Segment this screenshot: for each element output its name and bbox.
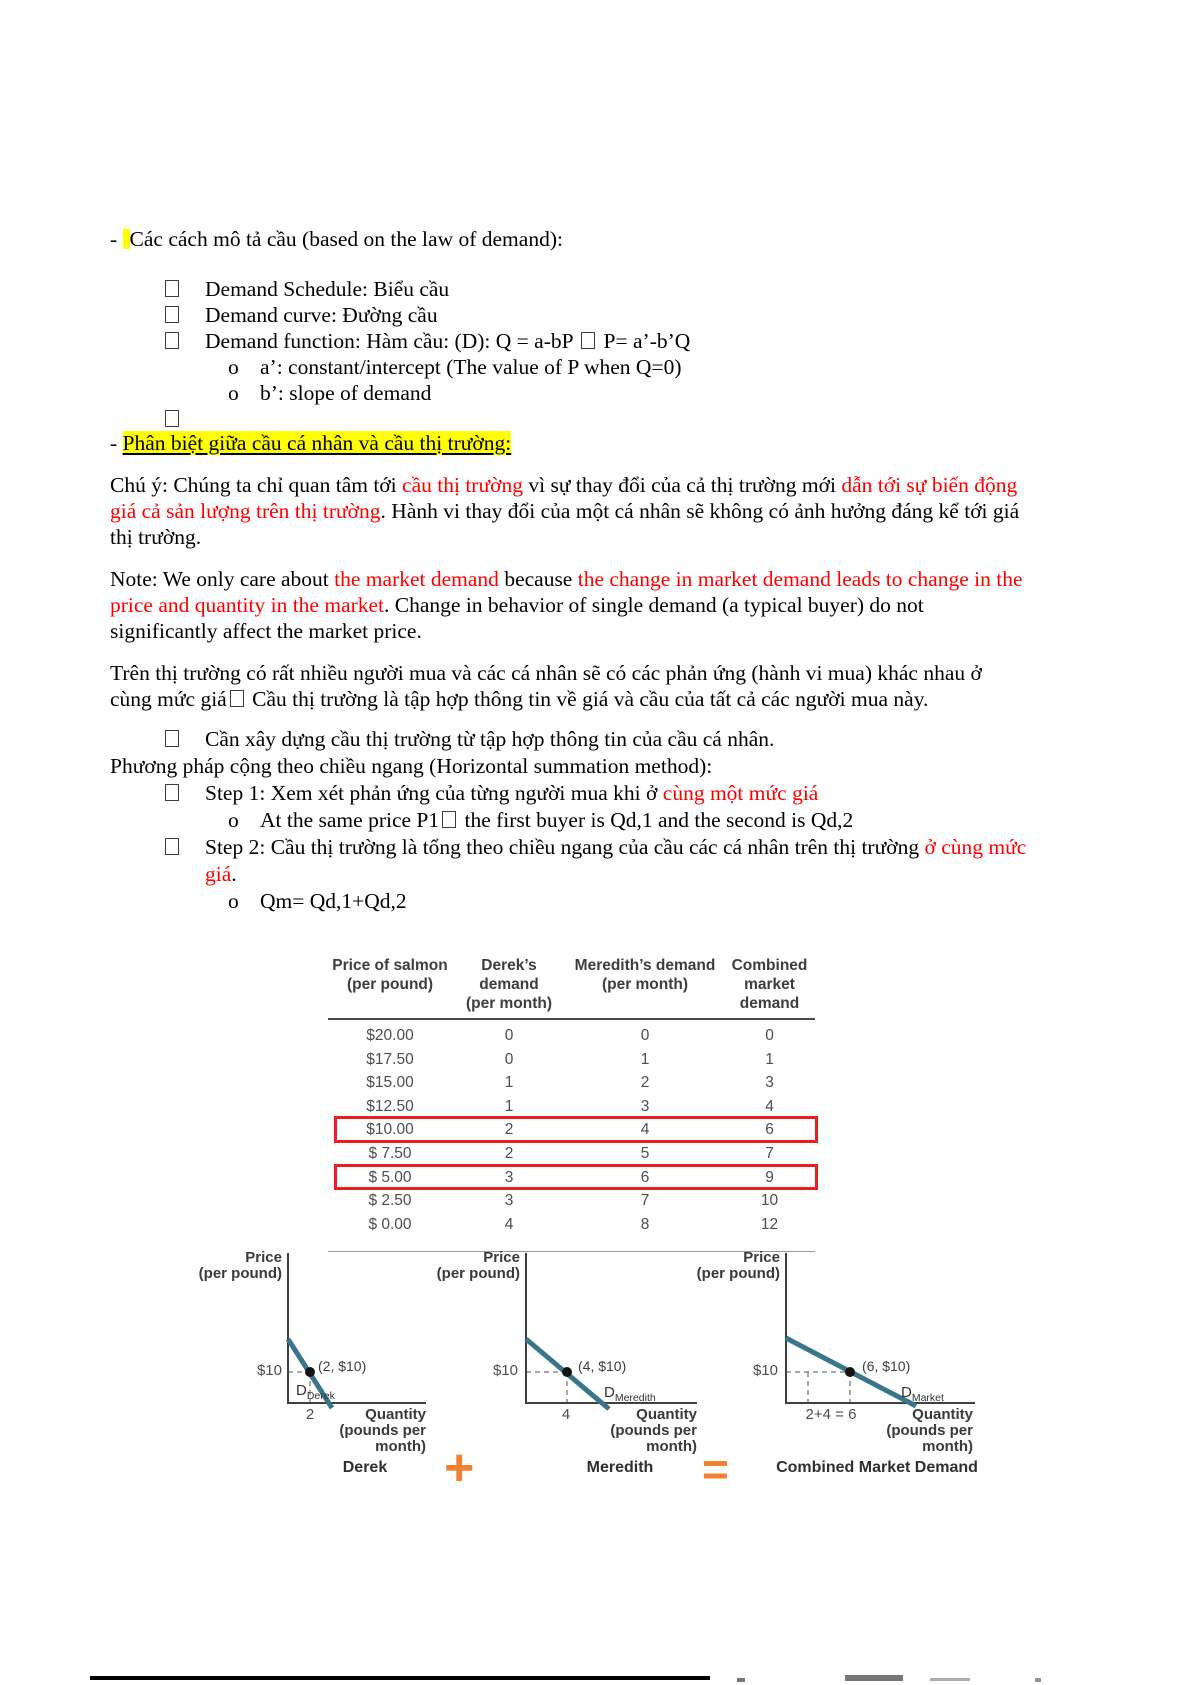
col-header-derek: Derek’s demand (per month) xyxy=(465,957,553,1012)
panel-name: Meredith xyxy=(586,1459,654,1476)
table-cell: $20.00 xyxy=(366,1027,414,1044)
x-tick-label: 2 xyxy=(305,1406,315,1423)
table-header-row xyxy=(328,956,815,1020)
method-section xyxy=(110,726,1090,915)
bullet-text: Demand curve: Đường cầu xyxy=(205,303,438,327)
table-cell: 2 xyxy=(504,1144,514,1162)
table-cell: $12.50 xyxy=(366,1097,414,1115)
heading-individual-vs-market xyxy=(110,430,1090,456)
cutoff-divider-bar xyxy=(90,1676,710,1680)
table-cell: 1 xyxy=(640,1050,650,1068)
missing-glyph-icon xyxy=(230,690,244,707)
table-cell: 7 xyxy=(640,1192,650,1210)
bullet-text: Cần xây dựng cầu thị trường từ tập hợp thông tin của cầu cá nhân. xyxy=(205,727,775,751)
curve-label: $D_{Meredith}$ xyxy=(604,1384,656,1404)
table-row xyxy=(328,1024,815,1048)
table-cell: 0 xyxy=(504,1027,514,1044)
table-cell: $ 7.50 xyxy=(368,1144,412,1162)
x-axis-label: Quantity (pounds per month) xyxy=(610,1406,697,1455)
table-body xyxy=(328,1020,815,1236)
missing-glyph-bullet-icon xyxy=(165,410,179,427)
col-header-price: Price of salmon (per pound) xyxy=(332,957,448,993)
subbullet-same-price xyxy=(110,807,1090,834)
table-cell: $ 0.00 xyxy=(368,1215,412,1233)
y-axis-label: Price (per pound) xyxy=(198,1249,282,1282)
curve-label: $D_{Market}$ xyxy=(901,1384,944,1404)
document-text xyxy=(110,226,1090,915)
bullet-demand-function xyxy=(110,328,1090,354)
table-cell: 10 xyxy=(760,1192,779,1210)
table-cell: 12 xyxy=(760,1215,779,1233)
cutoff-next-page-fragment xyxy=(1035,1678,1041,1682)
cutoff-next-page-fragment xyxy=(737,1678,745,1682)
table-cell: 3 xyxy=(504,1168,514,1186)
table-cell: 4 xyxy=(504,1215,514,1233)
table-cell: 4 xyxy=(640,1121,650,1139)
table-cell: $ 5.00 xyxy=(368,1168,412,1186)
missing-glyph-icon xyxy=(442,811,456,828)
table-cell: $ 2.50 xyxy=(368,1192,412,1210)
bullet-text: Demand function: Hàm cầu: (D): Q = a-bP P= a’-b’Q xyxy=(205,329,691,353)
subbullet-slope xyxy=(110,380,1090,406)
missing-glyph-icon xyxy=(581,332,595,349)
col-header-meredith: Meredith’s demand (per month) xyxy=(574,957,716,993)
bullet-step2 xyxy=(110,834,1090,861)
demand-bullet-list xyxy=(110,276,1090,406)
price-tick-label: $10 xyxy=(492,1362,518,1379)
missing-glyph-bullet-icon xyxy=(165,332,179,349)
table-cell: 0 xyxy=(640,1027,650,1044)
table-row xyxy=(328,1118,815,1142)
subbullet-qm xyxy=(110,888,1090,915)
curve-label: $D_{Derek}$ xyxy=(296,1382,335,1402)
y-axis-label: Price (per pound) xyxy=(696,1249,780,1282)
bullet-step1 xyxy=(110,780,1090,807)
point-label: (6, $10) xyxy=(862,1358,911,1374)
sub-bullet-text: At the same price P1 the first buyer is Qd,1 and the second is Qd,2 xyxy=(260,808,854,832)
line-text: Phương pháp cộng theo chiều ngang (Horizontal summation method): xyxy=(110,754,713,778)
sub-bullet-text: b’: slope of demand xyxy=(260,381,432,405)
table-cell: 9 xyxy=(765,1168,774,1186)
table-cell: $10.00 xyxy=(366,1121,414,1139)
bullet-text: Step 1: Xem xét phản ứng của từng người mua khi ở cùng một mức giá xyxy=(205,781,819,805)
table-row xyxy=(328,1213,815,1237)
x-axis-label: Quantity (pounds per month) xyxy=(339,1406,426,1455)
panel-name: Combined Market Demand xyxy=(776,1459,978,1476)
table-cell: 0 xyxy=(504,1050,514,1068)
bullet-can-xay-dung xyxy=(110,726,1090,753)
subbullet-intercept xyxy=(110,354,1090,380)
table-cell: 3 xyxy=(504,1192,514,1210)
table-cell: 1 xyxy=(765,1050,774,1068)
step2-continuation xyxy=(110,861,1090,888)
highlighted-heading-text: Phân biệt giữa cầu cá nhân và cầu thị trường: xyxy=(122,431,512,455)
panel-name: Derek xyxy=(342,1459,388,1476)
point-label: (4, $10) xyxy=(578,1358,627,1374)
table-cell: 2 xyxy=(504,1121,514,1139)
line-text: giá. xyxy=(205,862,237,886)
heading-dash: - xyxy=(110,227,123,251)
y-axis-label: Price (per pound) xyxy=(436,1249,520,1282)
price-tick-label: $10 xyxy=(752,1362,778,1379)
sub-bullet-marker: o xyxy=(228,381,239,405)
table-row xyxy=(328,1095,815,1119)
sub-bullet-text: Qm= Qd,1+Qd,2 xyxy=(260,889,407,913)
table-row xyxy=(328,1189,815,1213)
bullet-text: Demand Schedule: Biểu cầu xyxy=(205,277,450,301)
table-cell: 3 xyxy=(765,1074,774,1092)
table-cell: $15.00 xyxy=(366,1074,414,1092)
col-header-combined: Combined market demand xyxy=(731,957,808,1012)
chart-derek xyxy=(180,1248,428,1488)
table-cell: 1 xyxy=(504,1097,514,1115)
x-tick-label: 4 xyxy=(561,1406,571,1423)
equals-operator: = xyxy=(702,1443,729,1495)
price-tick-label: $10 xyxy=(256,1362,282,1379)
table-cell: 3 xyxy=(640,1097,650,1115)
missing-glyph-bullet-icon xyxy=(165,730,179,747)
missing-glyph-bullet-icon xyxy=(165,838,179,855)
table-cell: 0 xyxy=(765,1027,774,1044)
table-cell: 6 xyxy=(765,1121,774,1139)
heading-text: Các cách mô tả cầu (based on the law of demand): xyxy=(129,227,563,251)
table-row xyxy=(328,1048,815,1072)
cutoff-next-page-fragment xyxy=(845,1675,903,1681)
sub-bullet-marker: o xyxy=(228,889,239,913)
paragraph-note: Note: We only care about the market demand because the change in market demand leads to change in the price and quantity in the market. Change in behavior of single demand (a typical buyer) do not significantly affect the market price. xyxy=(110,567,1023,643)
heading-dash: - xyxy=(110,431,123,455)
missing-glyph-bullet-icon xyxy=(165,784,179,801)
yellow-highlight-mark xyxy=(123,229,130,249)
bullet-demand-schedule xyxy=(110,276,1090,302)
demand-schedule-table xyxy=(328,956,815,1252)
heading-describe-demand xyxy=(110,226,1090,252)
table-row xyxy=(328,1166,815,1190)
table-cell: 7 xyxy=(765,1144,774,1162)
table-row xyxy=(328,1071,815,1095)
chart-meredith xyxy=(420,1248,700,1488)
missing-glyph-bullet-icon xyxy=(165,280,179,297)
line-phuong-phap xyxy=(110,753,1090,780)
table-cell: 8 xyxy=(640,1215,650,1233)
bullet-demand-curve xyxy=(110,302,1090,328)
table-cell: 6 xyxy=(640,1168,650,1186)
table-cell: 1 xyxy=(504,1074,514,1092)
table-cell: 2 xyxy=(640,1074,650,1092)
paragraph-tren-thi-truong: Trên thị trường có rất nhiều người mua và các cá nhân sẽ có các phản ứng (hành vi mua) khác nhau ở cùng mức giá Cầu thị trường là tập hợp thông tin về giá và cầu của tất cả các người mua này. xyxy=(110,661,982,711)
paragraph-chu-y: Chú ý: Chúng ta chỉ quan tâm tới cầu thị trường vì sự thay đổi của cả thị trường mới dẫn tới sự biến động giá cả sản lượng trên thị trường. Hành vi thay đổi của một cá nhân sẽ không có ảnh hưởng đáng kể tới giá thị trường. xyxy=(110,473,1020,549)
plus-operator: + xyxy=(444,1439,475,1497)
sub-bullet-marker: o xyxy=(228,808,239,832)
chart-combined-market xyxy=(680,1248,980,1488)
x-axis-label: Quantity (pounds per month) xyxy=(886,1406,973,1455)
missing-glyph-bullet-icon xyxy=(165,306,179,323)
sub-bullet-marker: o xyxy=(228,355,239,379)
table-row xyxy=(328,1142,815,1166)
table-cell: $17.50 xyxy=(366,1050,414,1068)
cutoff-next-page-fragment xyxy=(930,1678,970,1681)
x-tick-label: 2+4 = 6 xyxy=(805,1406,857,1423)
sub-bullet-text: a’: constant/intercept (The value of P when Q=0) xyxy=(260,355,682,379)
table-cell: 4 xyxy=(765,1097,774,1115)
table-cell: 5 xyxy=(640,1144,650,1162)
point-label: (2, $10) xyxy=(318,1358,367,1374)
bullet-text: Step 2: Cầu thị trường là tổng theo chiều ngang của cầu các cá nhân trên thị trường ở cùng mức xyxy=(205,835,1027,859)
